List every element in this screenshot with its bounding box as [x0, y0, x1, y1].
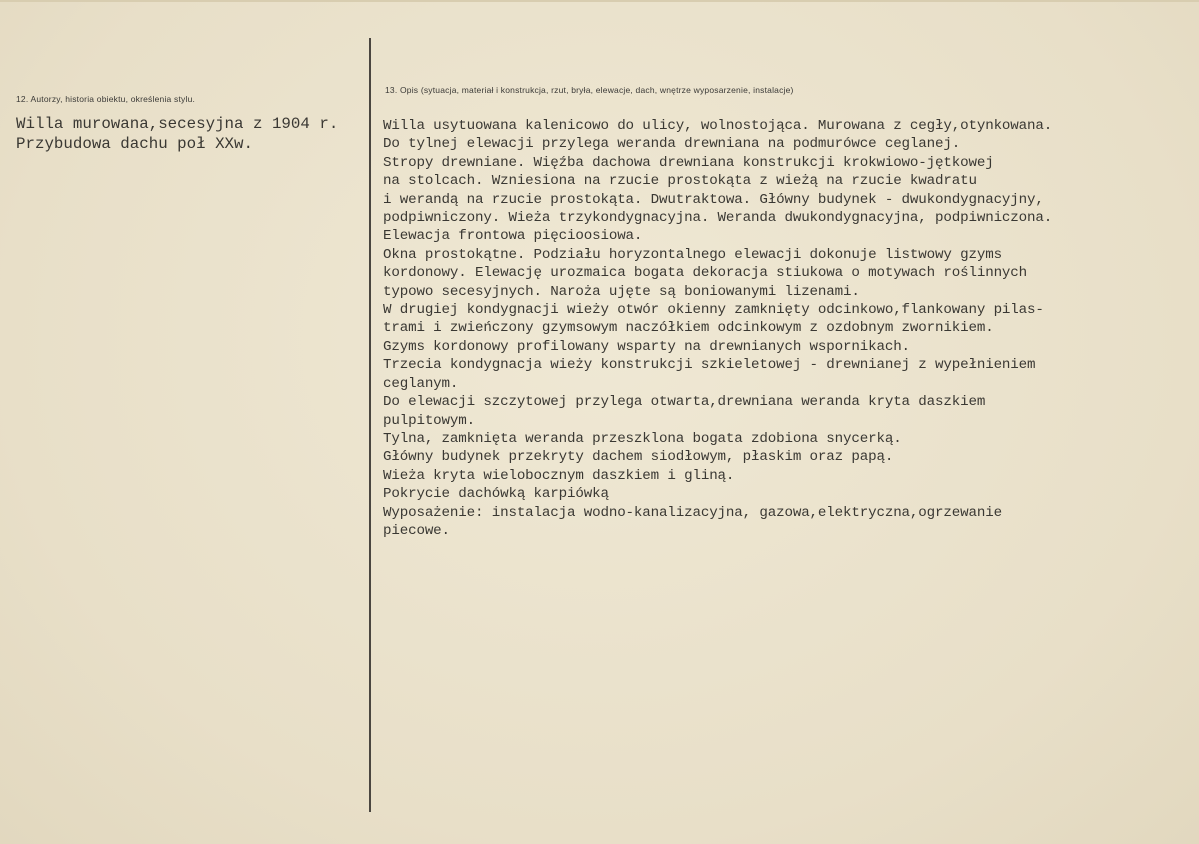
text-line: Do tylnej elewacji przylega weranda drewniana na podmurówce ceglanej. — [383, 136, 961, 153]
field-12-content — [16, 114, 338, 154]
text-line: i werandą na rzucie prostokąta. Dwutraktowa. Główny budynek - dwukondygnacyjny, — [383, 191, 1044, 208]
text-line: Stropy drewniane. Więźba dachowa drewniana konstrukcji krokwiowo-jętkowej — [383, 154, 994, 171]
text-line: Gzyms kordonowy profilowany wsparty na drewnianych wspornikach. — [383, 338, 910, 355]
text-line: Trzecia kondygnacja wieży konstrukcji szkieletowej - drewnianej z wypełnieniem — [383, 357, 1036, 374]
text-line: podpiwniczony. Wieża trzykondygnacyjna. Weranda dwukondygnacyjna, podpiwniczona. — [383, 210, 1053, 227]
text-line: na stolcach. Wzniesiona na rzucie prostokąta z wieżą na rzucie kwadratu — [383, 173, 977, 190]
text-line: pulpitowym. — [383, 412, 476, 429]
text-line: Willa usytuowana kalenicowo do ulicy, wolnostojąca. Murowana z cegły,otynkowana. — [383, 118, 1053, 134]
text-line: ceglanym. — [383, 375, 459, 392]
text-line: Wieża kryta wielobocznym daszkiem i gliną. — [383, 467, 735, 484]
text-line: Pokrycie dachówką karpiówką — [383, 486, 609, 503]
text-line: Do elewacji szczytowej przylega otwarta,drewniana weranda kryta daszkiem — [383, 394, 986, 411]
text-line: Willa murowana,secesyjna z 1904 r. — [16, 115, 339, 133]
field-12-label: 12. Autorzy, historia obiektu, określenia stylu. — [16, 94, 196, 104]
text-line: Przybudowa dachu poł XXw. — [16, 135, 253, 153]
text-line: trami i zwieńczony gzymsowym naczółkiem odcinkowym z ozdobnym zwornikiem. — [383, 320, 994, 337]
text-line: Tylna, zamknięta weranda przeszklona bogata zdobiona snycerką. — [383, 430, 902, 447]
text-line: Elewacja frontowa pięcioosiowa. — [383, 228, 643, 245]
field-13-content — [383, 117, 1052, 540]
field-13-label: 13. Opis (sytuacja, materiał i konstrukcja, rzut, bryła, elewacje, dach, wnętrze wyposarzenie, instalacje) — [385, 85, 794, 95]
text-line: piecowe. — [383, 522, 450, 539]
column-divider — [369, 38, 371, 812]
text-line: Wyposażenie: instalacja wodno-kanalizacyjna, gazowa,elektryczna,ogrzewanie — [383, 504, 1002, 521]
text-line: W drugiej kondygnacji wieży otwór okienny zamknięty odcinkowo,flankowany pilas- — [383, 302, 1044, 319]
text-line: Główny budynek przekryty dachem siodłowym, płaskim oraz papą. — [383, 449, 894, 466]
text-line: kordonowy. Elewację urozmaica bogata dekoracja stiukowa o motywach roślinnych — [383, 265, 1028, 282]
text-line: Okna prostokątne. Podziału horyzontalnego elewacji dokonuje listwowy gzyms — [383, 246, 1002, 263]
text-line: typowo secesyjnych. Naroża ujęte są boniowanymi lizenami. — [383, 283, 860, 300]
